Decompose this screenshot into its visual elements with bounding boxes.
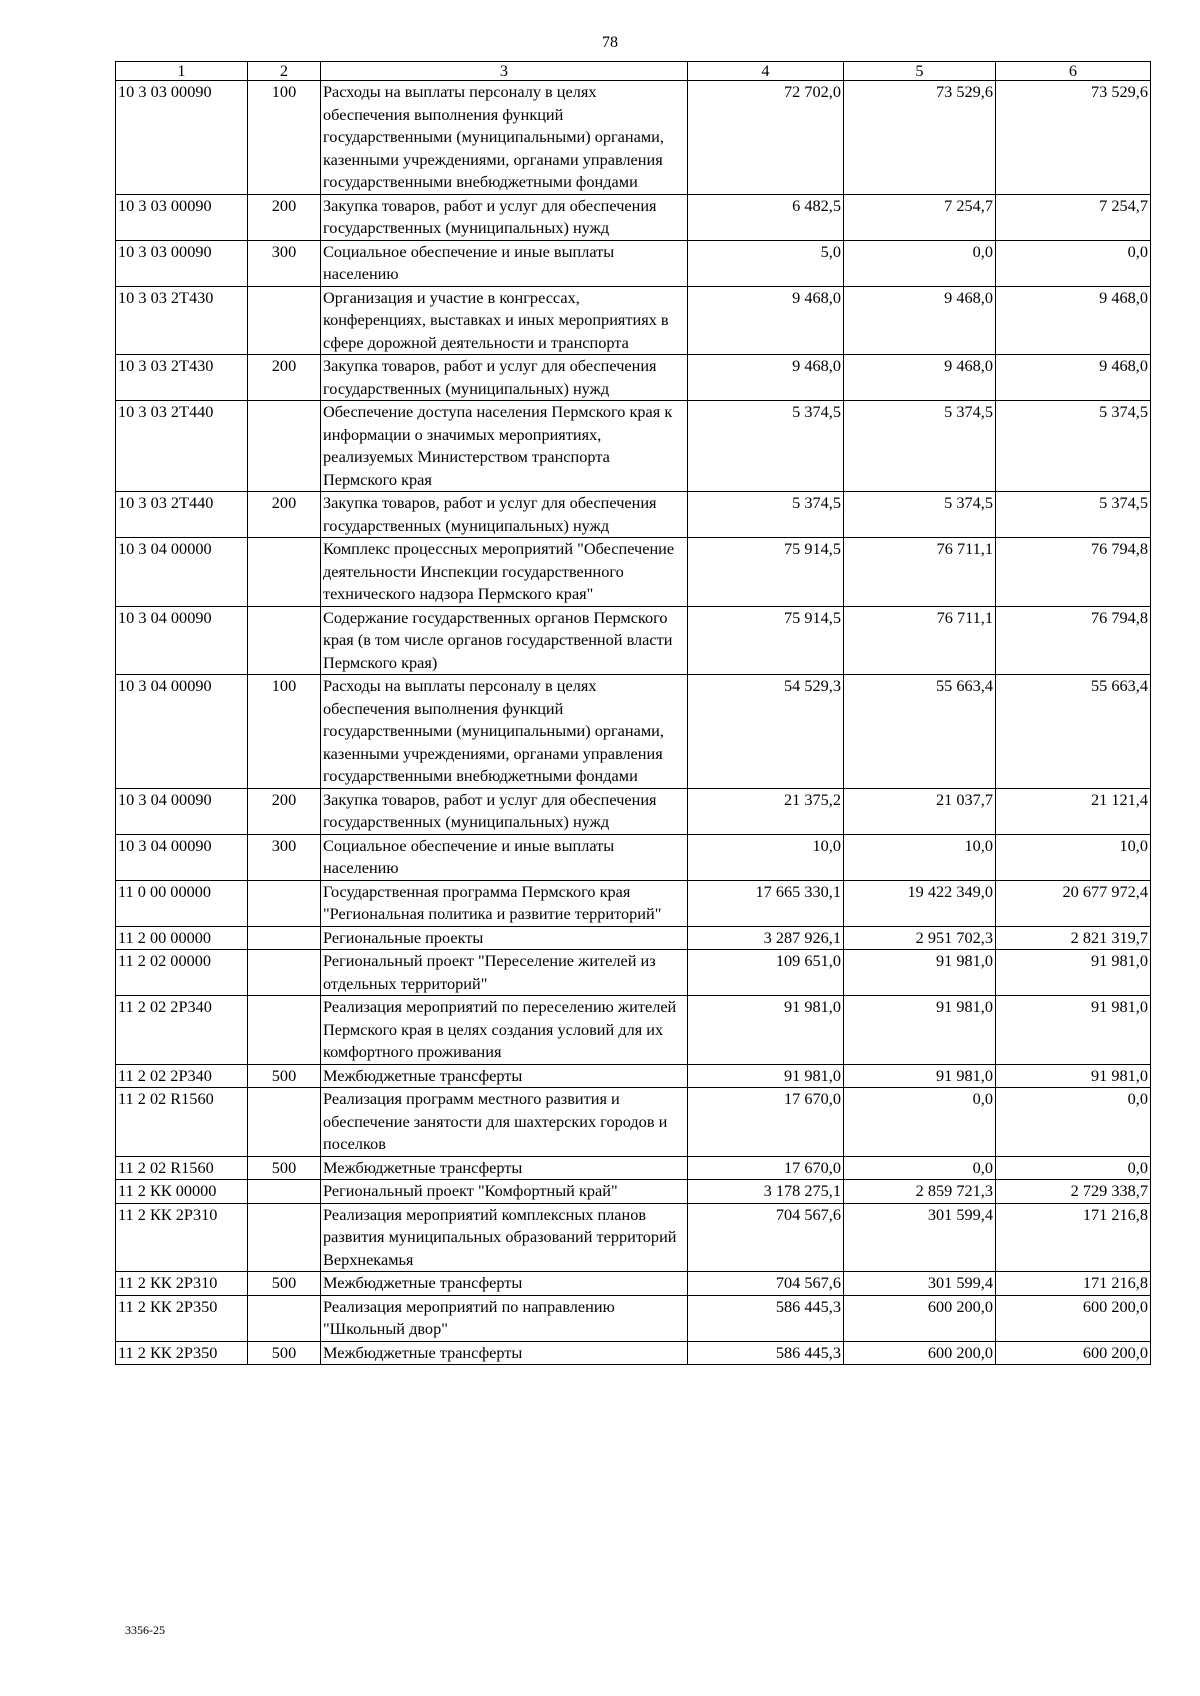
target-article-code: 10 3 03 2Т430	[116, 355, 248, 401]
amount-col-4: 3 178 275,1	[688, 1180, 844, 1204]
target-article-code: 11 2 02 2Р340	[116, 996, 248, 1065]
expense-type-code: 300	[248, 240, 321, 286]
item-name: Реализация программ местного развития и обеспечение занятости для шахтерских городов и поселков	[321, 1088, 688, 1157]
amount-col-4: 3 287 926,1	[688, 926, 844, 950]
amount-col-5: 76 711,1	[844, 606, 996, 675]
table-row	[116, 1064, 1151, 1088]
expense-type-code	[248, 1295, 321, 1341]
amount-col-4: 17 670,0	[688, 1156, 844, 1180]
amount-col-5: 600 200,0	[844, 1295, 996, 1341]
target-article-code: 10 3 03 2Т440	[116, 492, 248, 538]
amount-col-5: 0,0	[844, 240, 996, 286]
expense-type-code	[248, 996, 321, 1065]
target-article-code: 10 3 03 00090	[116, 81, 248, 195]
target-article-code: 11 2 02 R1560	[116, 1088, 248, 1157]
target-article-code: 10 3 03 00090	[116, 194, 248, 240]
amount-col-6: 5 374,5	[996, 401, 1151, 492]
amount-col-5: 9 468,0	[844, 355, 996, 401]
amount-col-6: 0,0	[996, 1156, 1151, 1180]
table-row	[116, 81, 1151, 195]
amount-col-6: 55 663,4	[996, 675, 1151, 789]
table-row	[116, 355, 1151, 401]
expense-type-code	[248, 1203, 321, 1272]
expense-type-code	[248, 1088, 321, 1157]
document-code: 3356-25	[125, 1623, 165, 1637]
amount-col-6: 2 821 319,7	[996, 926, 1151, 950]
expense-type-code: 500	[248, 1272, 321, 1296]
table-row	[116, 834, 1151, 880]
amount-col-4: 54 529,3	[688, 675, 844, 789]
amount-col-5: 0,0	[844, 1088, 996, 1157]
target-article-code: 11 2 02 2Р340	[116, 1064, 248, 1088]
amount-col-6: 7 254,7	[996, 194, 1151, 240]
item-name: Расходы на выплаты персоналу в целях обеспечения выполнения функций государственными (муниципальными) органами, казенными учреждениями, органами управления государственными внебюджетными фондами	[321, 675, 688, 789]
item-name: Межбюджетные трансферты	[321, 1156, 688, 1180]
item-name: Закупка товаров, работ и услуг для обеспечения государственных (муниципальных) нужд	[321, 194, 688, 240]
amount-col-5: 7 254,7	[844, 194, 996, 240]
column-header: 1	[116, 62, 248, 81]
amount-col-6: 171 216,8	[996, 1272, 1151, 1296]
amount-col-6: 76 794,8	[996, 538, 1151, 607]
expense-type-code: 200	[248, 194, 321, 240]
amount-col-4: 17 665 330,1	[688, 880, 844, 926]
target-article-code: 11 2 КК 2Р310	[116, 1203, 248, 1272]
amount-col-4: 75 914,5	[688, 538, 844, 607]
table-header-row	[116, 62, 1151, 81]
amount-col-6: 9 468,0	[996, 286, 1151, 355]
expense-type-code	[248, 950, 321, 996]
item-name: Содержание государственных органов Пермского края (в том числе органов государственной власти Пермского края)	[321, 606, 688, 675]
amount-col-6: 21 121,4	[996, 788, 1151, 834]
expense-type-code: 200	[248, 788, 321, 834]
amount-col-5: 5 374,5	[844, 492, 996, 538]
expense-type-code: 500	[248, 1064, 321, 1088]
amount-col-5: 76 711,1	[844, 538, 996, 607]
amount-col-6: 5 374,5	[996, 492, 1151, 538]
table-row	[116, 606, 1151, 675]
target-article-code: 10 3 04 00000	[116, 538, 248, 607]
table-row	[116, 1341, 1151, 1365]
amount-col-5: 10,0	[844, 834, 996, 880]
table-row	[116, 1295, 1151, 1341]
amount-col-6: 73 529,6	[996, 81, 1151, 195]
amount-col-6: 76 794,8	[996, 606, 1151, 675]
item-name: Реализация мероприятий по переселению жителей Пермского края в целях создания условий для их комфортного проживания	[321, 996, 688, 1065]
target-article-code: 10 3 03 2Т430	[116, 286, 248, 355]
table-row	[116, 675, 1151, 789]
expense-type-code	[248, 606, 321, 675]
item-name: Расходы на выплаты персоналу в целях обеспечения выполнения функций государственными (муниципальными) органами, казенными учреждениями, органами управления государственными внебюджетными фондами	[321, 81, 688, 195]
expense-type-code: 100	[248, 81, 321, 195]
amount-col-4: 5 374,5	[688, 492, 844, 538]
table-row	[116, 926, 1151, 950]
column-header: 4	[688, 62, 844, 81]
item-name: Закупка товаров, работ и услуг для обеспечения государственных (муниципальных) нужд	[321, 492, 688, 538]
amount-col-4: 586 445,3	[688, 1295, 844, 1341]
item-name: Региональный проект "Переселение жителей из отдельных территорий"	[321, 950, 688, 996]
amount-col-4: 75 914,5	[688, 606, 844, 675]
amount-col-5: 19 422 349,0	[844, 880, 996, 926]
table-row	[116, 996, 1151, 1065]
target-article-code: 11 2 02 R1560	[116, 1156, 248, 1180]
target-article-code: 10 3 04 00090	[116, 788, 248, 834]
table-row	[116, 788, 1151, 834]
amount-col-5: 91 981,0	[844, 1064, 996, 1088]
amount-col-4: 704 567,6	[688, 1203, 844, 1272]
page-number: 78	[602, 34, 618, 51]
amount-col-4: 5,0	[688, 240, 844, 286]
target-article-code: 11 2 КК 00000	[116, 1180, 248, 1204]
amount-col-6: 171 216,8	[996, 1203, 1151, 1272]
item-name: Организация и участие в конгрессах, конференциях, выставках и иных мероприятиях в сфере дорожной деятельности и транспорта	[321, 286, 688, 355]
item-name: Государственная программа Пермского края "Региональная политика и развитие территорий"	[321, 880, 688, 926]
table-row	[116, 401, 1151, 492]
amount-col-6: 2 729 338,7	[996, 1180, 1151, 1204]
target-article-code: 11 2 КК 2Р350	[116, 1341, 248, 1365]
amount-col-5: 0,0	[844, 1156, 996, 1180]
table-row	[116, 1203, 1151, 1272]
amount-col-4: 17 670,0	[688, 1088, 844, 1157]
item-name: Закупка товаров, работ и услуг для обеспечения государственных (муниципальных) нужд	[321, 788, 688, 834]
item-name: Региональные проекты	[321, 926, 688, 950]
target-article-code: 11 2 КК 2Р350	[116, 1295, 248, 1341]
target-article-code: 10 3 03 2Т440	[116, 401, 248, 492]
target-article-code: 11 2 КК 2Р310	[116, 1272, 248, 1296]
item-name: Социальное обеспечение и иные выплаты населению	[321, 834, 688, 880]
item-name: Закупка товаров, работ и услуг для обеспечения государственных (муниципальных) нужд	[321, 355, 688, 401]
table-row	[116, 194, 1151, 240]
amount-col-4: 586 445,3	[688, 1341, 844, 1365]
target-article-code: 10 3 04 00090	[116, 606, 248, 675]
table-row	[116, 538, 1151, 607]
amount-col-4: 704 567,6	[688, 1272, 844, 1296]
expense-type-code	[248, 538, 321, 607]
item-name: Социальное обеспечение и иные выплаты населению	[321, 240, 688, 286]
amount-col-4: 9 468,0	[688, 355, 844, 401]
column-header: 5	[844, 62, 996, 81]
expense-type-code: 300	[248, 834, 321, 880]
item-name: Региональный проект "Комфортный край"	[321, 1180, 688, 1204]
amount-col-4: 6 482,5	[688, 194, 844, 240]
table-row	[116, 1180, 1151, 1204]
expense-type-code: 500	[248, 1156, 321, 1180]
target-article-code: 10 3 03 00090	[116, 240, 248, 286]
expense-type-code	[248, 1180, 321, 1204]
target-article-code: 10 3 04 00090	[116, 675, 248, 789]
table-row	[116, 286, 1151, 355]
item-name: Межбюджетные трансферты	[321, 1272, 688, 1296]
target-article-code: 11 0 00 00000	[116, 880, 248, 926]
amount-col-5: 91 981,0	[844, 996, 996, 1065]
amount-col-5: 91 981,0	[844, 950, 996, 996]
item-name: Комплекс процессных мероприятий "Обеспечение деятельности Инспекции государственного технического надзора Пермского края"	[321, 538, 688, 607]
amount-col-5: 2 859 721,3	[844, 1180, 996, 1204]
column-header: 2	[248, 62, 321, 81]
expense-type-code	[248, 880, 321, 926]
item-name: Обеспечение доступа населения Пермского края к информации о значимых мероприятиях, реализуемых Министерством транспорта Пермского края	[321, 401, 688, 492]
item-name: Реализация мероприятий комплексных планов развития муниципальных образований территорий Верхнекамья	[321, 1203, 688, 1272]
table-row	[116, 1156, 1151, 1180]
amount-col-6: 10,0	[996, 834, 1151, 880]
expense-type-code	[248, 926, 321, 950]
table-row	[116, 1088, 1151, 1157]
amount-col-6: 9 468,0	[996, 355, 1151, 401]
item-name: Межбюджетные трансферты	[321, 1341, 688, 1365]
amount-col-4: 21 375,2	[688, 788, 844, 834]
amount-col-5: 2 951 702,3	[844, 926, 996, 950]
amount-col-6: 0,0	[996, 1088, 1151, 1157]
amount-col-5: 9 468,0	[844, 286, 996, 355]
expense-type-code: 200	[248, 492, 321, 538]
amount-col-5: 600 200,0	[844, 1341, 996, 1365]
amount-col-5: 55 663,4	[844, 675, 996, 789]
amount-col-5: 21 037,7	[844, 788, 996, 834]
column-header: 3	[321, 62, 688, 81]
amount-col-5: 5 374,5	[844, 401, 996, 492]
amount-col-4: 10,0	[688, 834, 844, 880]
expense-type-code	[248, 401, 321, 492]
target-article-code: 11 2 02 00000	[116, 950, 248, 996]
amount-col-4: 9 468,0	[688, 286, 844, 355]
amount-col-4: 91 981,0	[688, 996, 844, 1065]
table-row	[116, 240, 1151, 286]
table-row	[116, 492, 1151, 538]
item-name: Межбюджетные трансферты	[321, 1064, 688, 1088]
amount-col-6: 600 200,0	[996, 1295, 1151, 1341]
item-name: Реализация мероприятий по направлению "Школьный двор"	[321, 1295, 688, 1341]
amount-col-6: 0,0	[996, 240, 1151, 286]
table-row	[116, 950, 1151, 996]
target-article-code: 11 2 00 00000	[116, 926, 248, 950]
column-header: 6	[996, 62, 1151, 81]
expense-type-code: 100	[248, 675, 321, 789]
target-article-code: 10 3 04 00090	[116, 834, 248, 880]
amount-col-6: 91 981,0	[996, 996, 1151, 1065]
table-row	[116, 880, 1151, 926]
amount-col-4: 91 981,0	[688, 1064, 844, 1088]
amount-col-5: 73 529,6	[844, 81, 996, 195]
amount-col-5: 301 599,4	[844, 1272, 996, 1296]
amount-col-4: 109 651,0	[688, 950, 844, 996]
amount-col-6: 91 981,0	[996, 950, 1151, 996]
budget-table	[115, 61, 1151, 1365]
table-row	[116, 1272, 1151, 1296]
amount-col-6: 20 677 972,4	[996, 880, 1151, 926]
expense-type-code	[248, 286, 321, 355]
expense-type-code: 500	[248, 1341, 321, 1365]
amount-col-4: 72 702,0	[688, 81, 844, 195]
amount-col-6: 91 981,0	[996, 1064, 1151, 1088]
amount-col-5: 301 599,4	[844, 1203, 996, 1272]
amount-col-4: 5 374,5	[688, 401, 844, 492]
expense-type-code: 200	[248, 355, 321, 401]
amount-col-6: 600 200,0	[996, 1341, 1151, 1365]
